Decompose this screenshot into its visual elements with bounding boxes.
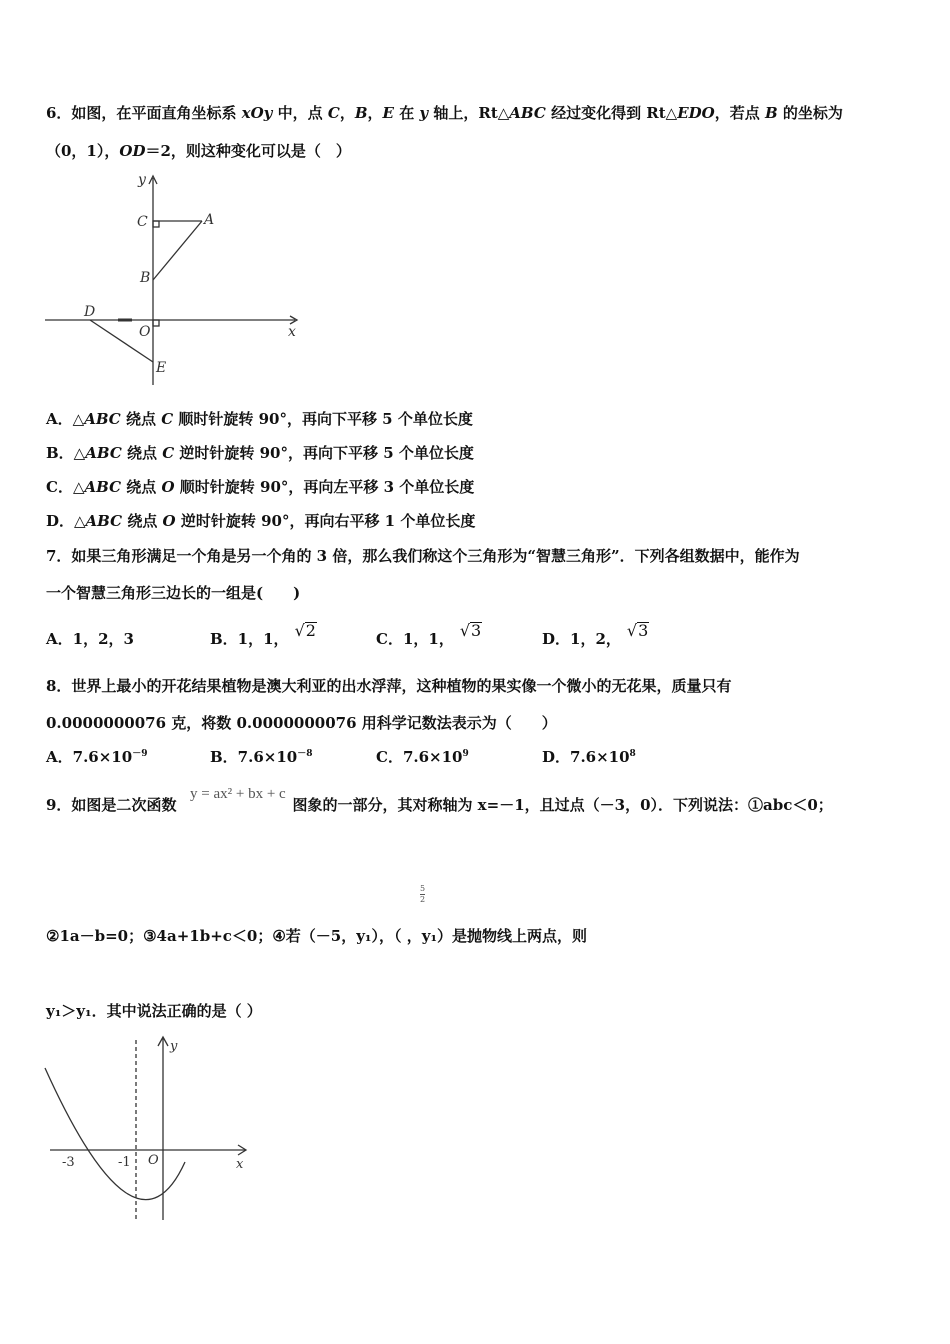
q7-line2: 一个智慧三角形三边长的一组是( ) — [46, 584, 301, 602]
q9-line1: 9．如图是二次函数 图象的一部分，其对称轴为 x=－1，且过点（－3，0）．下列说法：①abc＜0； — [46, 796, 833, 814]
q8-option-c[interactable]: C．$7.6\times 10^9$ — [376, 748, 469, 766]
q6-A-label: A — [204, 212, 215, 228]
q9-figure — [40, 1030, 260, 1225]
q6-figure — [40, 170, 310, 390]
q7-option-c[interactable]: C．1，1， √3 — [376, 621, 482, 648]
q6-x-label: x — [288, 324, 296, 340]
q9-fraction: 5 2 — [420, 884, 426, 904]
q6-O-label: O — [139, 324, 151, 340]
q6-option-b[interactable]: B．△ABC 绕点 C 逆时针旋转 90°，再向下平移 5 个单位长度 — [46, 444, 474, 462]
q6-D-label: D — [84, 304, 96, 320]
q6-y-label: y — [138, 172, 146, 188]
q7-option-d[interactable]: D．1，2， √3 — [542, 621, 649, 648]
q9-minus3-label: -3 — [62, 1155, 75, 1170]
q6-option-c[interactable]: C．△ABC 绕点 O 顺时针旋转 90°，再向左平移 3 个单位长度 — [46, 478, 475, 496]
q8-option-b[interactable]: B．$7.6\times 10^{-8}$ — [210, 748, 313, 766]
q9-formula: y = ax² + bx + c — [190, 786, 286, 802]
q9-y-label: y — [170, 1039, 178, 1054]
q6-E-label: E — [156, 360, 167, 376]
q9-x-label: x — [236, 1157, 244, 1172]
q6-option-d[interactable]: D．△ABC 绕点 O 逆时针旋转 90°，再向右平移 1 个单位长度 — [46, 512, 476, 530]
q6-B-label: B — [140, 270, 151, 286]
q9-O-label: O — [148, 1153, 159, 1168]
q6-line2: （0，1），OD＝2，则这种变化可以是（ ） — [46, 142, 351, 160]
q6-option-a[interactable]: A．△ABC 绕点 C 顺时针旋转 90°，再向下平移 5 个单位长度 — [46, 410, 473, 428]
q6-C-label: C — [137, 214, 148, 230]
q9-line3: y₁＞y₁．其中说法正确的是（ ） — [46, 1002, 262, 1020]
q8-option-d[interactable]: D．$7.6\times 10^8$ — [542, 748, 636, 766]
q7-option-b[interactable]: B．1，1， √2 — [210, 621, 316, 648]
q7-option-a[interactable]: A．1，2，3 — [46, 630, 134, 648]
q9-line2: ②1a－b=0；③4a+1b+c＜0；④若（－5，y₁），（ ，y₁）是抛物线上两点，则 — [46, 927, 588, 945]
q8-line1: 8．世界上最小的开花结果植物是澳大利亚的出水浮萍，这种植物的果实像一个微小的无花果，质量只有 — [46, 677, 732, 695]
q8-line2: 0.0000000076 克，将数 0.0000000076 用科学记数法表示为（ ） — [46, 714, 557, 732]
q8-option-a[interactable]: A．$7.6\times 10^{-9}$ — [46, 748, 148, 766]
q7-line1: 7．如果三角形满足一个角是另一个角的 3 倍，那么我们称这个三角形为“智慧三角形”．下列各组数据中，能作为 — [46, 547, 800, 565]
q9-minus1-label: -1 — [118, 1155, 131, 1170]
q6-line1: 6．如图，在平面直角坐标系 xOy 中，点 C，B，E 在 y 轴上，Rt△ABC 经过变化得到 Rt△EDO，若点 B 的坐标为 — [46, 104, 843, 122]
